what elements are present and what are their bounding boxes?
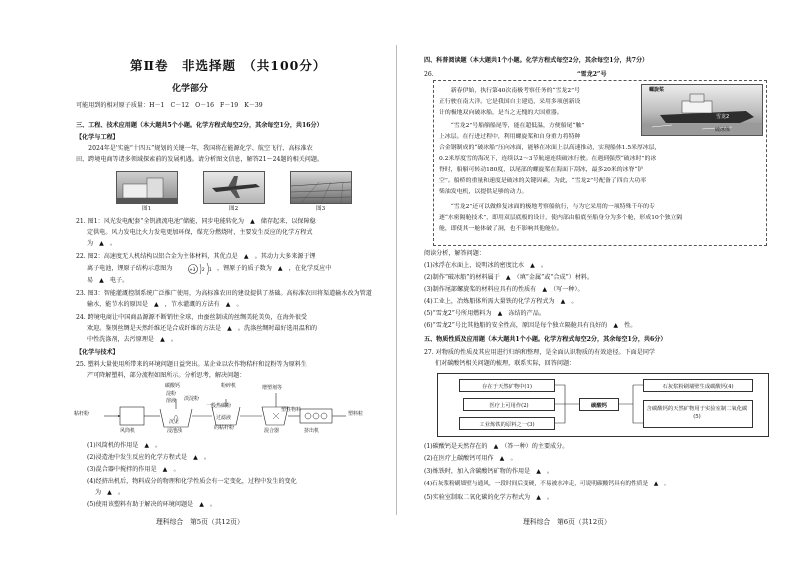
mind-node-lime-plaster: 石灰浆粉刷墙壁生成碳酸钙(4): [643, 379, 753, 392]
q27-item-4: (4)石灰浆粉刷墙壁与通风，一段时间后变硬，不易被水冲走，可说明碳酸钙具有的性质是 ▲ 。: [424, 481, 670, 487]
q26-title: “雪龙2”号: [577, 71, 607, 78]
q25-item-1: (1)风筒机的作用是 ▲ 。: [87, 442, 162, 449]
q25-item-4b: 为 ▲ 。: [95, 489, 125, 496]
section-3-heading: 三、工程、技术应用题（本大题共5个小题。化学方程式每空2分，其余每空1分，共16分）: [76, 122, 323, 129]
q27-item-2: (2)在医疗上碳酸钙可用作 ▲ 。: [424, 455, 517, 462]
lithium-atom-diagram: [187, 261, 217, 277]
q26-prompt: 阅读分析，解答问题：: [424, 250, 485, 257]
q25-item-5: (5)使用该塑料有助于解决的环境问题是 ▲ 。: [87, 501, 217, 508]
mind-node-lab-co2: 含碳酸钙的天然矿物用于实验室制二氧化碳(5): [646, 406, 748, 420]
q22-line-2a: 离子电池，锂原子结构示意图为: [87, 265, 173, 272]
flow-stage-plastic-material: 塑性物料: [281, 407, 302, 413]
reading-line-8: 脊时，船艏可转动180度，以尾部的螺旋桨在海面下刮冰，最多20米的冰脊“铲: [439, 167, 644, 173]
shell-1-count: 2: [202, 267, 205, 272]
q24-line-1: 24. 跨境电商让中国商品源源不断销往全球，由蚕丝制成的丝绸美轮美奂，在海外很受: [76, 314, 308, 321]
q26-item-6: (6)“雪龙2”号比其他船的安全性高，原因是每个独立隔舱具有良好的 ▲ 性。: [424, 322, 637, 329]
figure-3-photo: [290, 171, 352, 204]
q23-line-2: 输水，能节水的原因是 ▲ ，节水灌溉的方法有 ▲ 。: [87, 301, 243, 308]
q26-item-1: (1)冰浮在水面上，说明冰的密度比水 ▲ 。: [424, 262, 548, 269]
q26-item-4: (4)工业上，冶炼船体所需大量铁的化学方程式为 ▲ 。: [424, 298, 578, 305]
q21-line-1: 21. 图1：风光发电配套“全钒液流电池”储能，同步电能转化为 ▲ 储存起来，以保障稳: [76, 218, 316, 225]
reading-line-6: 合金钢制成的“破冰船”压向冰面，能够在冰面上以高速推动，实现船体1.5米厚冰层，: [439, 145, 661, 151]
figure-1-photo: [116, 171, 178, 204]
reading-line-5: 上冰层。在行进过程中，利用螺旋桨和自身重力将特种: [439, 134, 581, 140]
q26-item-3: (3)制作尾部螺旋桨的材料应具有的性质有 ▲ （写一种）。: [424, 286, 584, 293]
q25-line-2: 产可降解塑料，部分流程如图所示。分析思考，解决问题：: [87, 372, 246, 379]
flow-stage-filtrate: 过滤液: [216, 415, 232, 421]
power-station-illustration: [117, 172, 177, 203]
atomic-mass-line: 可能用到的相对原子质量：H－1 C－12 O－16 F－19 K－39: [76, 102, 263, 109]
flow-label-mid-3: 的粘杆粉: [214, 425, 235, 431]
q27-line-2: 们对碳酸钙相关问题的梳理，联系实际，回答问题：: [435, 360, 576, 367]
q23-line-1: 23. 图3：智能灌溉控制系统广泛推广使用，为高标准农田的建设提供了基础。高标准农田将渠道输水改为管道: [76, 290, 372, 297]
q25-line-1: 25. 塑料大量使用所带来的环境问题日益突出。某企业以农作物秸秆和淀粉等为原料生: [76, 361, 308, 368]
ship-name-text: 雪龙2: [716, 114, 730, 120]
q25-item-3: (3)混合器中搅拌的作用是 ▲ 。: [87, 466, 180, 473]
mind-node-medical-use: 医疗上可用作(2): [463, 398, 555, 411]
page-footer-left: 理科综合 第5页（共12页）: [156, 518, 244, 526]
flow-stage-mixer: 混合器: [264, 428, 280, 434]
section-4-heading: 四、科普阅读题（本大题共1个小题。化学方程式每空2分，其余每空1分，共7分）: [424, 57, 649, 64]
flow-stage-straw: 粘杆粉: [74, 411, 90, 417]
reading-line-4: “雪龙2”号船艏船尾等，能在超低温，方便船尾“触”: [439, 123, 585, 129]
reading-line-10: 柴油发电机，以提供足够的动力。: [439, 189, 528, 195]
tag-engineering: 【化学与工程】: [76, 134, 119, 141]
reading-line-12: 逐“水密隔舱技术”，即用双层底板的设计，使内部由船底至船身分为多个舱，形成10个独立隔: [439, 215, 683, 221]
reading-line-2: 正行驶在南大洋。它是我国自主建造，采用多项创新设: [439, 99, 581, 105]
intro-line-2: 田、跨境电商等诸多领域探索前的发展机遇。请分析图文信息，解答21～24题的相关问题。: [76, 156, 324, 163]
ship-label-propeller: 螺旋桨: [649, 87, 665, 93]
q21-line-2: 定供电。风力发电比火力发电更加环保，煤充分燃烧时，主要发生反应的化学方程式: [87, 229, 313, 236]
q24-line-2: 欢迎。鉴别丝绸是天然纤维还是合成纤维的方法是 ▲ 。洗涤丝绸时最好选用温和的: [87, 325, 318, 332]
flow-stage-fan: 风筒机: [120, 428, 136, 434]
q21-line-3: 为 ▲ 。: [87, 240, 117, 247]
q22-line-1: 22. 图2：高速度无人机结构以铝合金为主体材料，其优点是 ▲ 。其动力大多来源于锂: [76, 253, 316, 260]
drone-illustration: [204, 172, 264, 203]
flow-label-starch: 淀粉: [166, 391, 177, 397]
q26-item-5: (5)“雪龙2”号所用燃料为 ▲ 冻结的产品。: [424, 310, 545, 317]
right-page: [397, 0, 794, 562]
flow-label-mid-2: 一般热碳粉: [206, 403, 232, 409]
flow-stage-settle: 沉上: [169, 419, 180, 425]
flow-label-crusher: 粉碎机: [221, 383, 237, 389]
q26-item-2: (2)制作“破冰船”的材料属于 ▲ （填“金属”或“合成”）材料。: [424, 274, 594, 281]
flow-label-solution: 溶液: [166, 398, 177, 404]
reading-line-7: 0.2米厚度雪的海况下，连续以2～3节航速连续破冰行驶。在遇到强烈“破冰时”的冰: [439, 156, 657, 162]
figure-2-caption: 图2: [229, 206, 239, 212]
intro-line-1: 2024年是'实施“十四五”规划的关键一年，我国将在能源化学、航空飞行、高标准农: [76, 145, 313, 152]
reading-line-1: 新春伊始，执行第40次南极考察任务的“雪龙2”号: [439, 88, 580, 94]
q24-line-3: 中性洗涤剂，去污原理是 ▲ 。: [87, 336, 177, 343]
tag-technology: 【化学与技术】: [76, 349, 119, 356]
q27-item-1: (1)碳酸钙是天然存在的 ▲ （答一种）的主要成分。: [424, 443, 569, 450]
flow-stage-extruder: 挤出机: [304, 428, 320, 434]
ship-label-icebreaking-body: 破冰体: [715, 127, 731, 133]
page-footer-right: 理科综合 第6页（共12页）: [523, 518, 611, 526]
q27-item-5: (5)实验室制取二氧化碳的化学方程式为 ▲ 。: [424, 494, 554, 501]
reading-line-9: 空”。船桥的重量和速度是破冰的关键因素，为此，“雪龙2”号配备了四台大功率: [439, 178, 647, 184]
q25-item-4: (4)经挤出机后，物料成分的物理和化学性质会有一定变化，过程中发生的变化: [87, 478, 297, 485]
reading-line-3: 计的极地双向破冰船，是当之无愧的大国重器。: [439, 110, 563, 116]
farmland-illustration: [291, 172, 351, 203]
figure-2-photo: [203, 171, 265, 204]
reading-line-13: 舱，即使其一舱体破了洞，也不影响其他舱位。: [439, 226, 563, 232]
nucleus-charge: +3: [189, 267, 196, 272]
figure-1-caption: 图1: [142, 206, 152, 212]
q22-line-2b: ，锂原子的质子数为 ▲ ，在化学反应中: [217, 265, 332, 272]
q27-line-1: 27. 对物质的性质及其应用进行归纳和整理，是全面认识物质的有效途径。下面是同学: [424, 349, 656, 356]
flow-stage-soak-pool: 浸池浊: [167, 428, 183, 434]
flow-label-plasticizer: 增塑剂等: [262, 385, 283, 391]
flow-stage-starch-2: 淡淀粉: [184, 396, 200, 402]
mind-node-iron-smelting: 工业炼铁的原料之一(3): [459, 417, 555, 430]
section-5-heading: 五、物质性质及应用题（本大题共1个小题。化学方程式每空2分，其余每空1分，共6分）: [424, 336, 667, 343]
flow-lines: [76, 383, 366, 443]
section-title: 第Ⅱ卷 非选择题 （共100分）: [130, 58, 327, 73]
mind-node-natural-mineral: 存在于天然矿物中(1): [459, 379, 555, 392]
flow-label-calcium-carbonate: 碳酸钙: [165, 383, 181, 389]
chemistry-heading: 化学部分: [172, 84, 209, 94]
q22-line-3: 易 ▲ 电子。: [87, 277, 129, 284]
reading-line-11: “雪龙2”还可以做修复冰面的极地考察船航行，与为它采用的一项特殊千年的专: [439, 204, 655, 210]
q26-number: 26.: [424, 71, 434, 78]
q25-item-2: (2)浸造池中发生反应的化学方程式是 ▲ 。: [87, 454, 211, 461]
figure-3-caption: 图3: [316, 206, 326, 212]
shell-2-count: 1: [209, 267, 212, 272]
flow-stage-plastic-pellets: 塑料粒: [348, 411, 364, 417]
mind-node-calcium-carbonate: 碳酸钙: [579, 398, 619, 411]
q27-item-3: (3)炼铁时，加入含碳酸钙矿物的作用是 ▲ 。: [424, 468, 554, 475]
